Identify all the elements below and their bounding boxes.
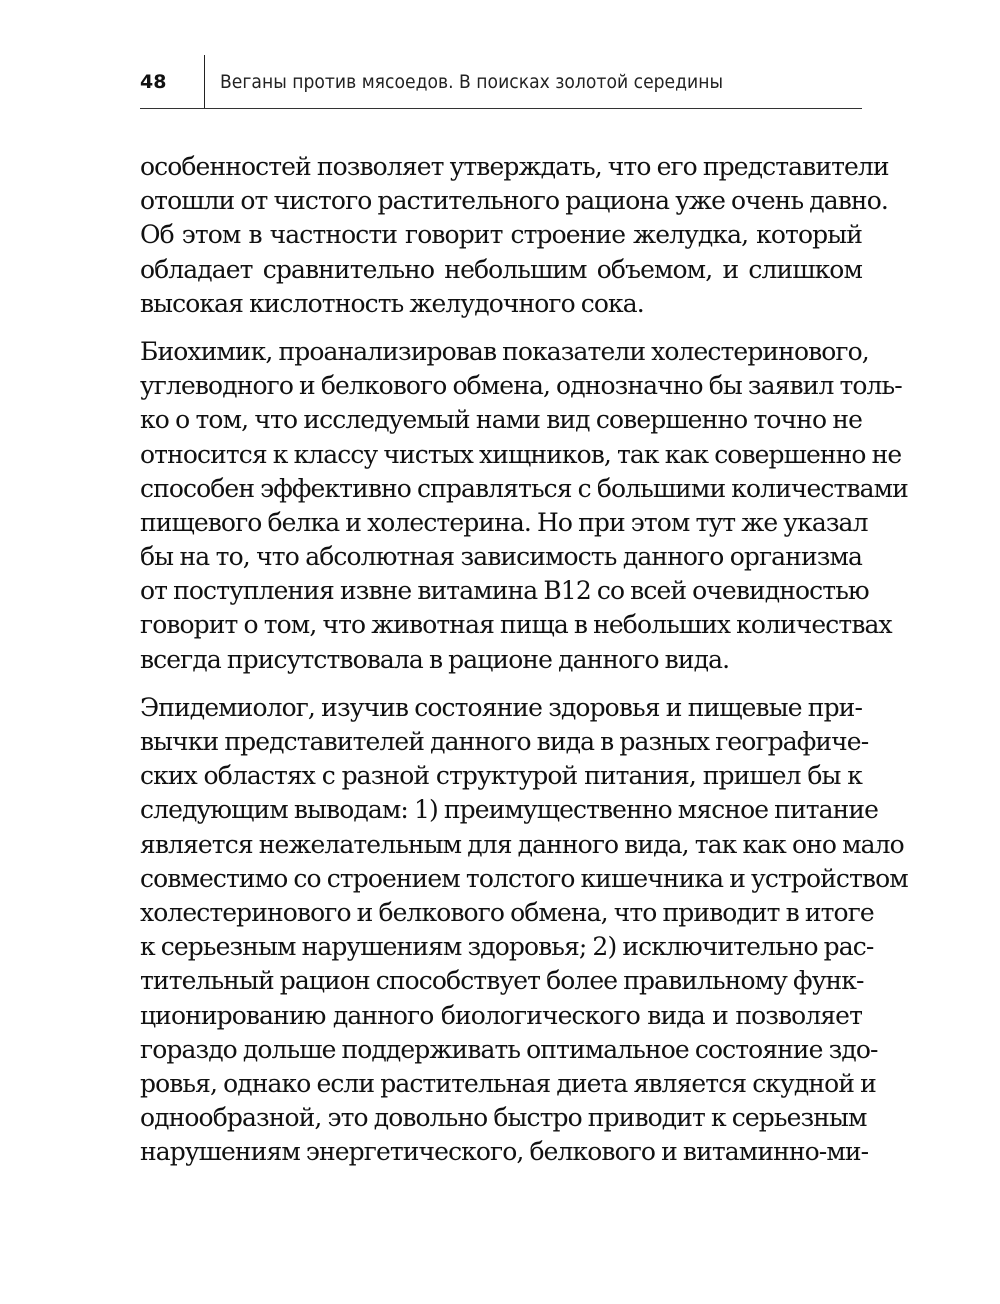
- text-line: является нежелательным для данного вида, так как оно мало: [140, 829, 904, 859]
- text-line: ционированию данного биологического вида и позволяет: [140, 1000, 862, 1030]
- text-line: гораздо дольше поддерживать оптимальное состояние здо-: [140, 1034, 878, 1064]
- text-line: пищевого белка и холестерина. Но при этом тут же указал: [140, 507, 868, 537]
- text-line: ровья, однако если растительная диета является скудной и: [140, 1068, 876, 1098]
- page-number: 48: [140, 71, 167, 93]
- text-line: совместимо со строением толстого кишечника и устройством: [140, 863, 908, 893]
- text-line: бы на то, что абсолютная зависимость данного организма: [140, 542, 862, 572]
- text-line: Эпидемиолог, изучив состояние здоровья и пищевые при-: [140, 692, 862, 722]
- paragraph-1: [140, 150, 889, 321]
- paragraph-3: [140, 691, 908, 1170]
- text-line: обладает сравнительно небольшим объемом, и слишком: [140, 254, 862, 284]
- text-line: вычки представителей данного вида в разных географиче-: [140, 727, 869, 756]
- text-line: всегда присутствовала в рационе данного вида.: [140, 644, 730, 674]
- text-line: нарушениям энергетического, белкового и витаминно-ми-: [140, 1137, 869, 1167]
- text-line: Об этом в частности говорит строение желудка, который: [140, 220, 862, 250]
- text-line: ских областях с разной структурой питания, пришел бы к: [140, 761, 862, 791]
- text-line: следующим выводам: 1) преимущественно мясное питание: [140, 795, 879, 825]
- text-line: однообразной, это довольно быстро приводит к серьезным: [140, 1103, 867, 1133]
- text-line: способен эффективно справляться с большими количествами: [140, 473, 908, 503]
- text-line: отошли от чистого растительного рациона уже очень давно.: [140, 186, 888, 216]
- text-line: высокая кислотность желудочного сока.: [140, 288, 644, 318]
- text-line: Биохимик, проанализировав показатели холестеринового,: [140, 336, 869, 366]
- text-line: относится к классу чистых хищников, так как совершенно не: [140, 439, 902, 469]
- running-title: Веганы против мясоедов. В поисках золотой середины: [220, 71, 724, 93]
- page-body: [140, 150, 908, 1183]
- header-divider: [204, 55, 205, 108]
- text-line: тительный рацион способствует более правильному функ-: [140, 966, 864, 996]
- text-line: холестеринового и белкового обмена, что приводит в итоге: [140, 897, 874, 927]
- header-rule: [140, 108, 862, 109]
- text-line: ко о том, что исследуемый нами вид совершенно точно не: [140, 405, 862, 435]
- text-line: говорит о том, что животная пища в небольших количествах: [140, 610, 892, 640]
- text-line: особенностей позволяет утверждать, что его представители: [140, 152, 889, 181]
- text-line: углеводного и белкового обмена, однозначно бы заявил толь-: [140, 371, 902, 401]
- text-line: от поступления извне витамина B12 со всей очевидностью: [140, 576, 869, 606]
- paragraph-2: [140, 335, 908, 677]
- text-line: к серьезным нарушениям здоровья; 2) исключительно рас-: [140, 932, 874, 962]
- page-header: [140, 55, 862, 109]
